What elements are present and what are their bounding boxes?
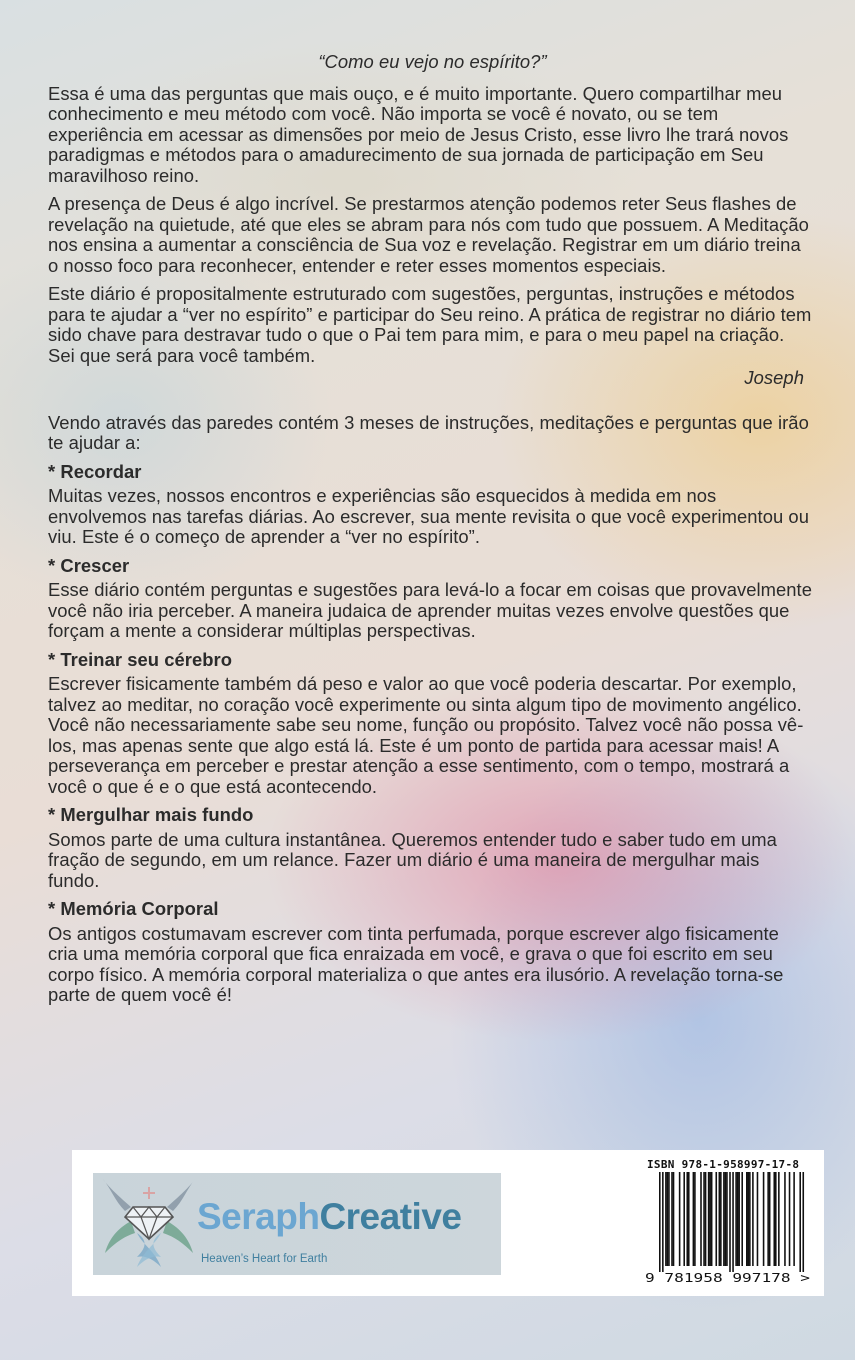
section-text-recordar: Muitas vezes, nossos encontros e experiências são esquecidos à medida em nos envolvemos nas tarefas diárias. Ao escrever, sua mente revisita o que você experimentou ou viu. Este é o começo de aprender a “ver no espírito”. (48, 485, 809, 547)
barcode-bar (735, 1172, 737, 1266)
barcode-bar (748, 1172, 750, 1266)
barcode-bar (715, 1172, 717, 1266)
barcode-bar (693, 1172, 695, 1266)
barcode-bar (719, 1172, 721, 1266)
section-text-mergulhar: Somos parte de uma cultura instantânea. Queremos entender tudo e saber tudo em uma fração de segundo, em um relance. Fazer um diário é uma maneira de mergulhar mais fundo. (48, 828, 777, 891)
section-heading-crescer: * Crescer (48, 554, 130, 576)
author-signature: Joseph (744, 367, 804, 388)
barcode-bar (726, 1172, 728, 1266)
publisher-logo (93, 1173, 501, 1275)
section-heading-mergulhar: * Mergulhar mais fundo (48, 804, 254, 825)
barcode-bar (738, 1172, 740, 1266)
barcode-bar (746, 1172, 748, 1266)
isbn-label: ISBN 978-1-958997-17-8 (647, 1158, 800, 1171)
barcode-bar (720, 1172, 722, 1266)
barcode-bar (700, 1172, 702, 1266)
barcode-bar (668, 1172, 670, 1266)
section-heading-memoria: * Memória Corporal (48, 898, 219, 919)
paragraph-1: Essa é uma das perguntas que mais ouço, e é muito importante. Quero compartilhar meu conhecimento e meu método com você. Não importa se você é novato, ou se tem experiência em acessar as dimensões por meio de Jesus Cristo, esse livro lhe trará novos paradigmas e métodos para o amadurecimento de sua jornada de participação em Seu maravilhoso reino. (48, 82, 789, 186)
barcode-bar (686, 1172, 688, 1266)
barcode-bar (694, 1172, 696, 1266)
back-cover-text (48, 52, 812, 1014)
barcode-bar (659, 1172, 661, 1272)
publisher-footer (72, 1150, 824, 1296)
barcode-bar (729, 1172, 731, 1272)
barcode-bar (671, 1172, 673, 1266)
barcode-bar (705, 1172, 707, 1266)
publisher-name-part2: Creative (319, 1196, 462, 1237)
barcode-bar (767, 1172, 769, 1266)
diamond-wings-icon (101, 1177, 197, 1271)
barcode-bar (665, 1172, 667, 1266)
barcode-bar (683, 1172, 685, 1266)
isbn-barcode (645, 1172, 810, 1284)
barcode-bar (741, 1172, 743, 1266)
section-heading-recordar: * Recordar (48, 460, 142, 482)
barcode-bar (769, 1172, 771, 1266)
barcode-bar (711, 1172, 713, 1266)
barcode-bar (802, 1172, 804, 1272)
section-text-treinar: Escrever fisicamente também dá peso e valor ao que você poderia descartar. Por exemplo, talvez ao meditar, no coração você experimente ou sinta algum tipo de movimento angélico. Você não necessariamente sabe seu nome, função ou propósito. Talvez você não possa vê-los, mas apenas sente que algo está lá. Este é um ponto de partida para acessar mais! A perseverança em perceber e prestar atenção a esse sentimento, com o tempo, mostrará a você o que é e o que está acontecendo. (48, 673, 804, 797)
publisher-tagline: Heaven’s Heart for Earth (201, 1253, 328, 1265)
publisher-name (197, 1197, 461, 1237)
barcode-bar (778, 1172, 780, 1266)
intro-text: Vendo através das paredes contém 3 meses de instruções, meditações e perguntas que irão te ajudar a: (48, 411, 809, 453)
barcode-bar (773, 1172, 775, 1266)
paragraph-2: A presença de Deus é algo incrível. Se prestarmos atenção podemos reter Seus flashes de revelação na quietude, até que eles se abram para nós com tudo que possuem. A Meditação nos ensina a aumentar a consciência de Sua voz e revelação. Registrar em um diário treina o nosso foco para reconhecer, entender e reter esses momentos especiais. (48, 193, 809, 276)
barcode-bar (679, 1172, 681, 1266)
barcode-bar (793, 1172, 795, 1266)
paragraph-3: Este diário é propositalmente estruturado com sugestões, perguntas, instruções e métodos para te ajudar a “ver no espírito” e participar do Seu reino. A prática de registrar no diário tem sido chave para destravar tudo o que o Pai tem para mim, e para o meu papel na criação. Sei que será para você também. (48, 283, 812, 366)
barcode-bar (784, 1172, 786, 1266)
opening-quote: “Como eu vejo no espírito?” (318, 51, 547, 72)
barcode-bar (709, 1172, 711, 1266)
section-text-memoria: Os antigos costumavam escrever com tinta perfumada, porque escrever algo fisicamente cria uma memória corporal que fica enraizada em você, e grava o que foi escrito em seu corpo físico. A memória corporal materializa o que antes era ilusório. A revelação torna-se parte de quem você é! (48, 922, 784, 1005)
barcode-bar (732, 1172, 734, 1272)
barcode-bar (725, 1172, 727, 1266)
barcode-bar (763, 1172, 765, 1266)
barcode-bar (775, 1172, 777, 1266)
barcode-bar (737, 1172, 739, 1266)
barcode-bar (723, 1172, 725, 1266)
section-heading-treinar: * Treinar seu cérebro (48, 648, 233, 670)
barcode-bars (659, 1172, 804, 1272)
barcode-bar (708, 1172, 710, 1266)
barcode-bar (703, 1172, 705, 1266)
barcode-bar (752, 1172, 754, 1266)
barcode-digits: 9 781958 997178 > (645, 1270, 810, 1284)
barcode-bar (673, 1172, 675, 1266)
barcode-bar (662, 1172, 664, 1272)
barcode-bar (688, 1172, 690, 1266)
barcode-bar (799, 1172, 801, 1272)
barcode-bar (667, 1172, 669, 1266)
publisher-name-part1: Seraph (197, 1196, 320, 1237)
section-text-crescer: Esse diário contém perguntas e sugestões para levá-lo a focar em coisas que provavelmente você não iria perceber. A maneira judaica de aprender muitas vezes envolve questões que forçam a mente a considerar múltiplas perspectivas. (48, 579, 812, 641)
barcode-bar (749, 1172, 751, 1266)
barcode-bar (789, 1172, 791, 1266)
barcode-bar (757, 1172, 759, 1266)
